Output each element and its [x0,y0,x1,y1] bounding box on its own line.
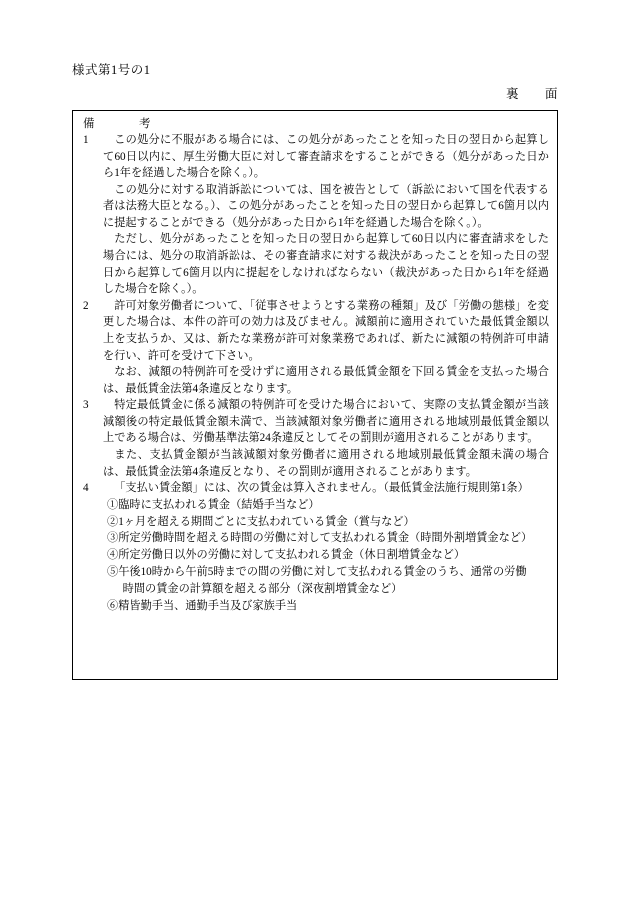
list-text: 精皆勤手当、通勤手当及び家族手当 [118,599,298,612]
side-label-left: 裏 [505,87,519,101]
excluded-wage-item [107,598,549,615]
list-text: 所定労働時間を超える時間の労働に対して支払われる賃金（時間外割増賃金など） [118,532,533,545]
list-marker: ⑤ [107,565,119,578]
list-marker: ⑥ [107,599,119,612]
note-body [103,298,549,397]
list-text: 臨時に支払われる賃金（結婚手当など） [118,498,320,511]
remarks-box [72,110,558,680]
note-paragraph: また、支払賃金額が当該減額対象労働者に適用される地域別最低賃金額未満の場合は、最低賃金法第4条違反となり、その罰則が適用されることがあります。 [103,448,549,478]
list-text: 所定労働日以外の労働に対して支払われる賃金（休日割増賃金など） [118,549,466,562]
note-paragraph: なお、減額の特例許可を受けずに適用される最低賃金額を下回る賃金を支払った場合は、最低賃金法第4条違反となります。 [103,366,549,395]
list-text: 午後10時から午前5時までの間の労働に対して支払われる賃金のうち、通常の労働 [118,565,527,578]
list-marker: ② [107,515,119,528]
note-number: 1 [83,134,89,146]
list-marker: ④ [107,549,119,562]
remarks-header-left: 備 [83,118,95,130]
note-number: 3 [83,399,89,412]
excluded-wage-item [107,530,549,547]
note-paragraph: 許可対象労働者について、「従事させようとする業務の種類」及び「労働の態様」を変更した場合は、本件の許可の効力は及びません。減額前に適用されていた最低賃金額以上を支払うか、又は、新たな業務が許可対象業務であれば、新たに減額の特例許可申請を行い、許可を受けて下さい。 [103,299,549,362]
note-body [103,132,549,298]
side-label-right: 面 [544,87,558,101]
note-paragraph: この処分に対する取消訴訟については、国を被告として（訴訟において国を代表する者は法務大臣となる。）、この処分があったことを知った日の翌日から起算して6箇月以内に提起することができる（処分があった日から1年を経過した場合を除く。）。 [103,183,549,229]
excluded-wage-item [107,564,549,598]
excluded-wage-item [107,497,549,514]
note-number: 4 [83,482,89,495]
list-text-continuation: 時間の賃金の計算額を超える部分（深夜割増賃金など） [122,582,403,595]
list-marker: ① [107,498,119,511]
note-body [103,480,549,497]
note-body [103,397,549,480]
note-paragraph: ただし、処分があったことを知った日の翌日から起算して60日以内に審査請求をした場合には、処分の取消訴訟は、その審査請求に対する裁決があったことを知った日の翌日から起算して6箇月以内に提起をしなければならない（裁決があった日から1年を経過した場合を除く。）。 [103,233,549,296]
note-item [81,480,549,497]
form-number: 様式第1号の1 [72,63,151,77]
note-paragraph: 特定最低賃金に係る減額の特例許可を受けた場合において、実際の支払賃金額が当該減額後の特定最低賃金額未満で、当該減額対象労働者に適用される地域別最低賃金額以上である場合は、労働基準法第24条違反としてその罰則が適用されることがあります。 [103,399,549,445]
remarks-header-right: 考 [139,118,151,130]
note-paragraph: この処分に不服がある場合には、この処分があったことを知った日の翌日から起算して60日以内に、厚生労働大臣に対して審査請求をすることができる（処分があった日から1年を経過した場合を除く。）。 [103,134,549,180]
excluded-wage-list [81,497,549,615]
page-side-label [506,84,558,102]
note-item [81,132,549,298]
excluded-wage-item [107,514,549,531]
note-number: 2 [83,299,89,312]
list-text: 1ヶ月を超える期間ごとに支払われている賃金（賞与など） [118,515,415,528]
note-item [81,298,549,397]
note-paragraph: 「支払い賃金額」には、次の賃金は算入されません。（最低賃金法施行規則第1条） [114,482,529,495]
excluded-wage-item [107,547,549,564]
list-marker: ③ [107,532,119,545]
note-item [81,397,549,480]
remarks-box-header [81,115,549,131]
